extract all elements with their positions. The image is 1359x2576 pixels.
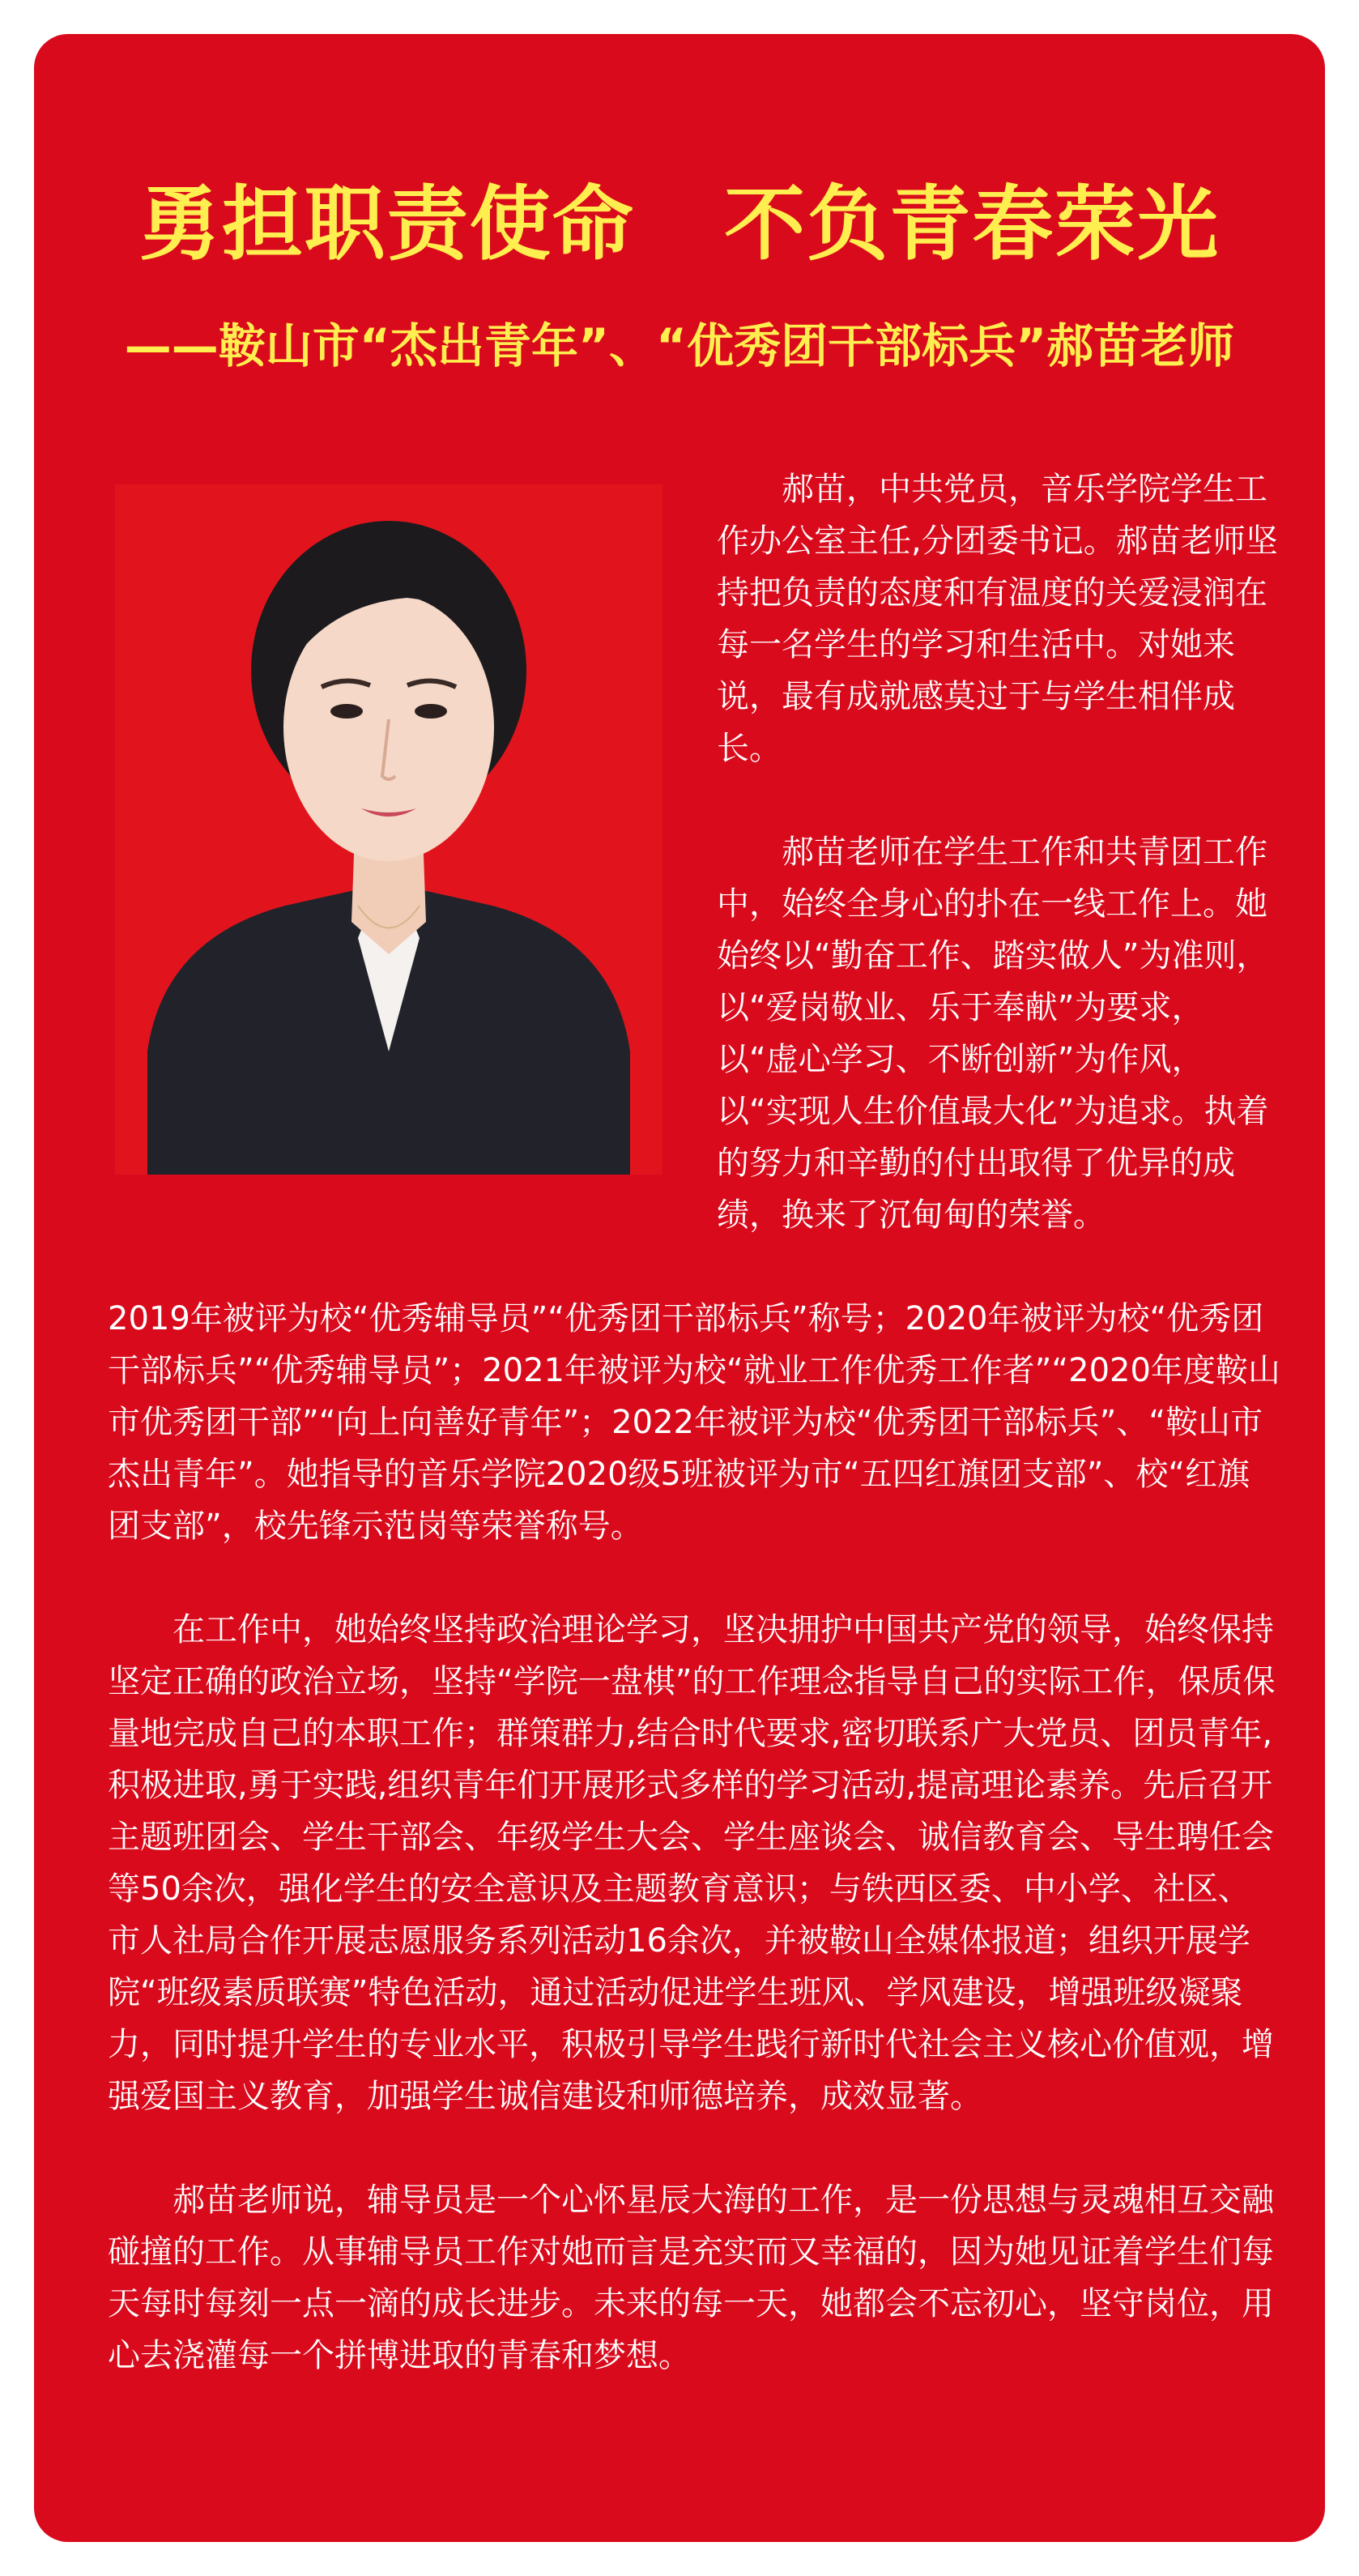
side-text-column <box>717 463 1285 1241</box>
honors-paragraph: 2019年被评为校“优秀辅导员”“优秀团干部标兵”称号；2020年被评为校“优秀团干部标兵”“优秀辅导员”；2021年被评为校“就业工作优秀工作者”“2020年度鞍山市优秀团干部”“向上向善好青年”；2022年被评为校“优秀团干部标兵”、“鞍山市杰出青年”。她指导的音乐学院2020级5班被评为市“五四红旗团支部”、校“红旗团支部”，校先锋示范岗等荣誉称号。 <box>108 1300 1280 1545</box>
portrait-photo <box>115 484 662 1175</box>
intro-paragraph: 郝苗，中共党员，音乐学院学生工作办公室主任,分团委书记。郝苗老师坚持把负责的态度和有温度的关爱浸润在每一名学生的学习和生活中。对她来说，最有成就感莫过于与学生相伴成长。 <box>717 471 1278 767</box>
page-title: 勇担职责使命 不负青春荣光 <box>138 177 1221 271</box>
work-attitude-paragraph: 在工作中，她始终坚持政治理论学习，坚决拥护中国共产党的领导，始终保持坚定正确的政治立场，坚持“学院一盘棋”的工作理念指导自己的实际工作，保质保量地完成自己的本职工作；群策群力,结合时代要求,密切联系广大党员、团员青年,积极进取,勇于实践,组织青年们开展形式多样的学习活动,提高理论素养。先后召开主题班团会、学生干部会、年级学生大会、学生座谈会、诚信教育会、导生聘任会等50余次，强化学生的安全意识及主题教育意识；与铁西区委、中小学、社区、市人社局合作开展志愿服务系列活动16余次，并被鞍山全媒体报道；组织开展学院“班级素质联赛”特色活动，通过活动促进学生班风、学风建设，增强班级凝聚力，同时提升学生的专业水平，积极引导学生践行新时代社会主义核心价值观，增强爱国主义教育，加强学生诚信建设和师德培养，成效显著。 <box>108 1611 1276 2115</box>
work-paragraph-start: 郝苗老师在学生工作和共青团工作中，始终全身心的扑在一线工作上。她始终以“勤奋工作、踏实做人”为准则，以“爱岗敬业、乐于奉献”为要求，以“虚心学习、不断创新”为作风，以“实现人生价值最大化”为追求。执着的努力和辛勤的付出取得了优异的成绩，换来了沉甸甸的荣誉。 <box>717 834 1269 1234</box>
closing-paragraph: 郝苗老师说，辅导员是一个心怀星辰大海的工作，是一份思想与灵魂相互交融碰撞的工作。从事辅导员工作对她而言是充实而又幸福的，因为她见证着学生们每天每时每刻一点一滴的成长进步。未来的每一天，她都会不忘初心，坚守岗位，用心去浇灌每一个拼博进取的青春和梦想。 <box>108 2181 1274 2374</box>
poster-panel <box>34 34 1325 2542</box>
page-subtitle: ——鞍山市“杰出青年”、“优秀团干部标兵”郝苗老师 <box>124 318 1235 373</box>
main-text-column <box>108 1293 1282 2382</box>
